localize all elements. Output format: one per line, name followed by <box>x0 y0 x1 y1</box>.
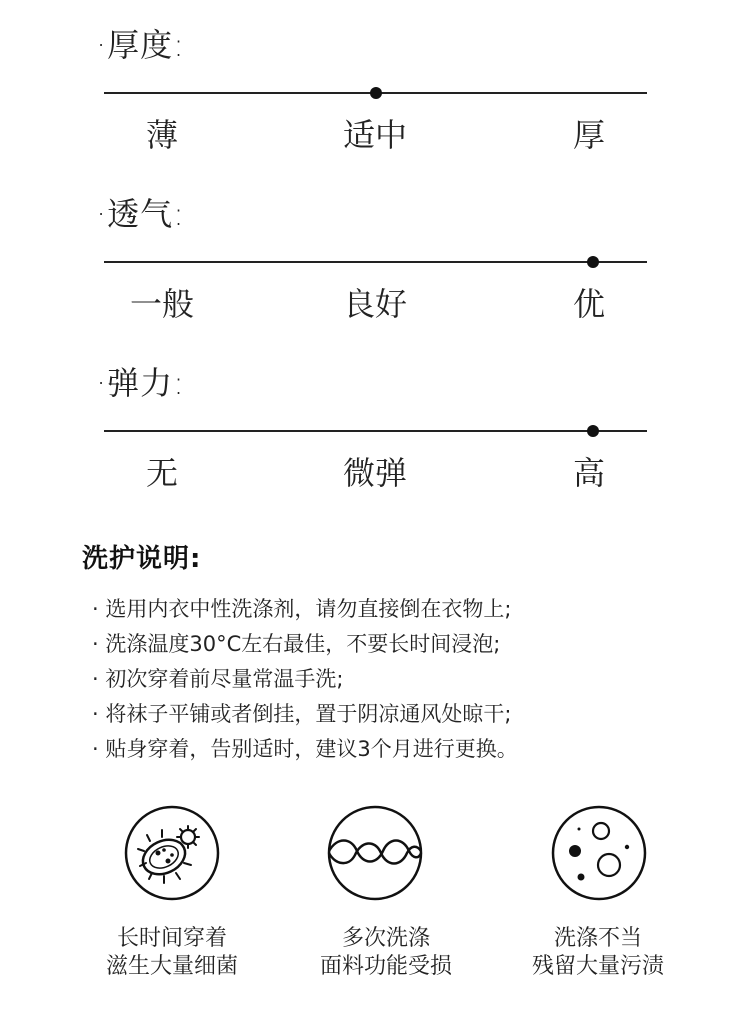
care-item: · 选用内衣中性洗涤剂，请勿直接倒在衣物上; <box>92 597 512 621</box>
breathability-marker <box>587 256 599 268</box>
thickness-marker <box>370 87 382 99</box>
care-item: · 洗涤温度30°C左右最佳，不要长时间浸泡; <box>92 632 501 656</box>
twisted-fiber-icon <box>325 803 425 903</box>
care-item: · 贴身穿着，告别适时，建议3个月进行更换。 <box>92 737 518 761</box>
bacteria-icon <box>122 803 222 903</box>
stain-caption-line2: 残留大量污渍 <box>531 954 664 979</box>
elasticity-label-low: 无 <box>145 454 178 492</box>
fiber-caption-line1: 多次洗涤 <box>341 926 430 951</box>
stain-caption <box>488 925 708 981</box>
bacteria-caption-line2: 滋生大量细菌 <box>105 954 238 979</box>
care-item: · 将袜子平铺或者倒挂，置于阴凉通风处晾干; <box>92 702 512 726</box>
stain-spots-icon <box>549 803 649 903</box>
care-heading: 洗护说明: <box>82 544 202 574</box>
stain-caption-line1: 洗涤不当 <box>553 926 642 951</box>
care-item: · 初次穿着前尽量常温手洗; <box>92 667 344 691</box>
bacteria-caption-line1: 长时间穿着 <box>116 926 227 951</box>
thickness-title: ·厚度: <box>96 26 185 64</box>
breathability-title: ·透气: <box>96 195 185 233</box>
elasticity-label-mid: 微弹 <box>342 454 407 492</box>
thickness-label-high: 厚 <box>572 116 605 154</box>
fiber-caption-line2: 面料功能受损 <box>319 954 452 979</box>
breathability-label-mid: 良好 <box>342 285 407 323</box>
thickness-label-low: 薄 <box>145 116 178 154</box>
care-list <box>92 592 518 767</box>
elasticity-title: ·弹力: <box>96 364 185 402</box>
thickness-label-mid: 适中 <box>342 116 407 154</box>
breathability-label-high: 优 <box>572 285 605 323</box>
elasticity-label-high: 高 <box>572 454 605 492</box>
bacteria-caption <box>62 925 282 981</box>
elasticity-track <box>104 430 647 432</box>
fiber-caption <box>276 925 496 981</box>
breathability-label-low: 一般 <box>129 285 194 323</box>
elasticity-marker <box>587 425 599 437</box>
breathability-track <box>104 261 647 263</box>
